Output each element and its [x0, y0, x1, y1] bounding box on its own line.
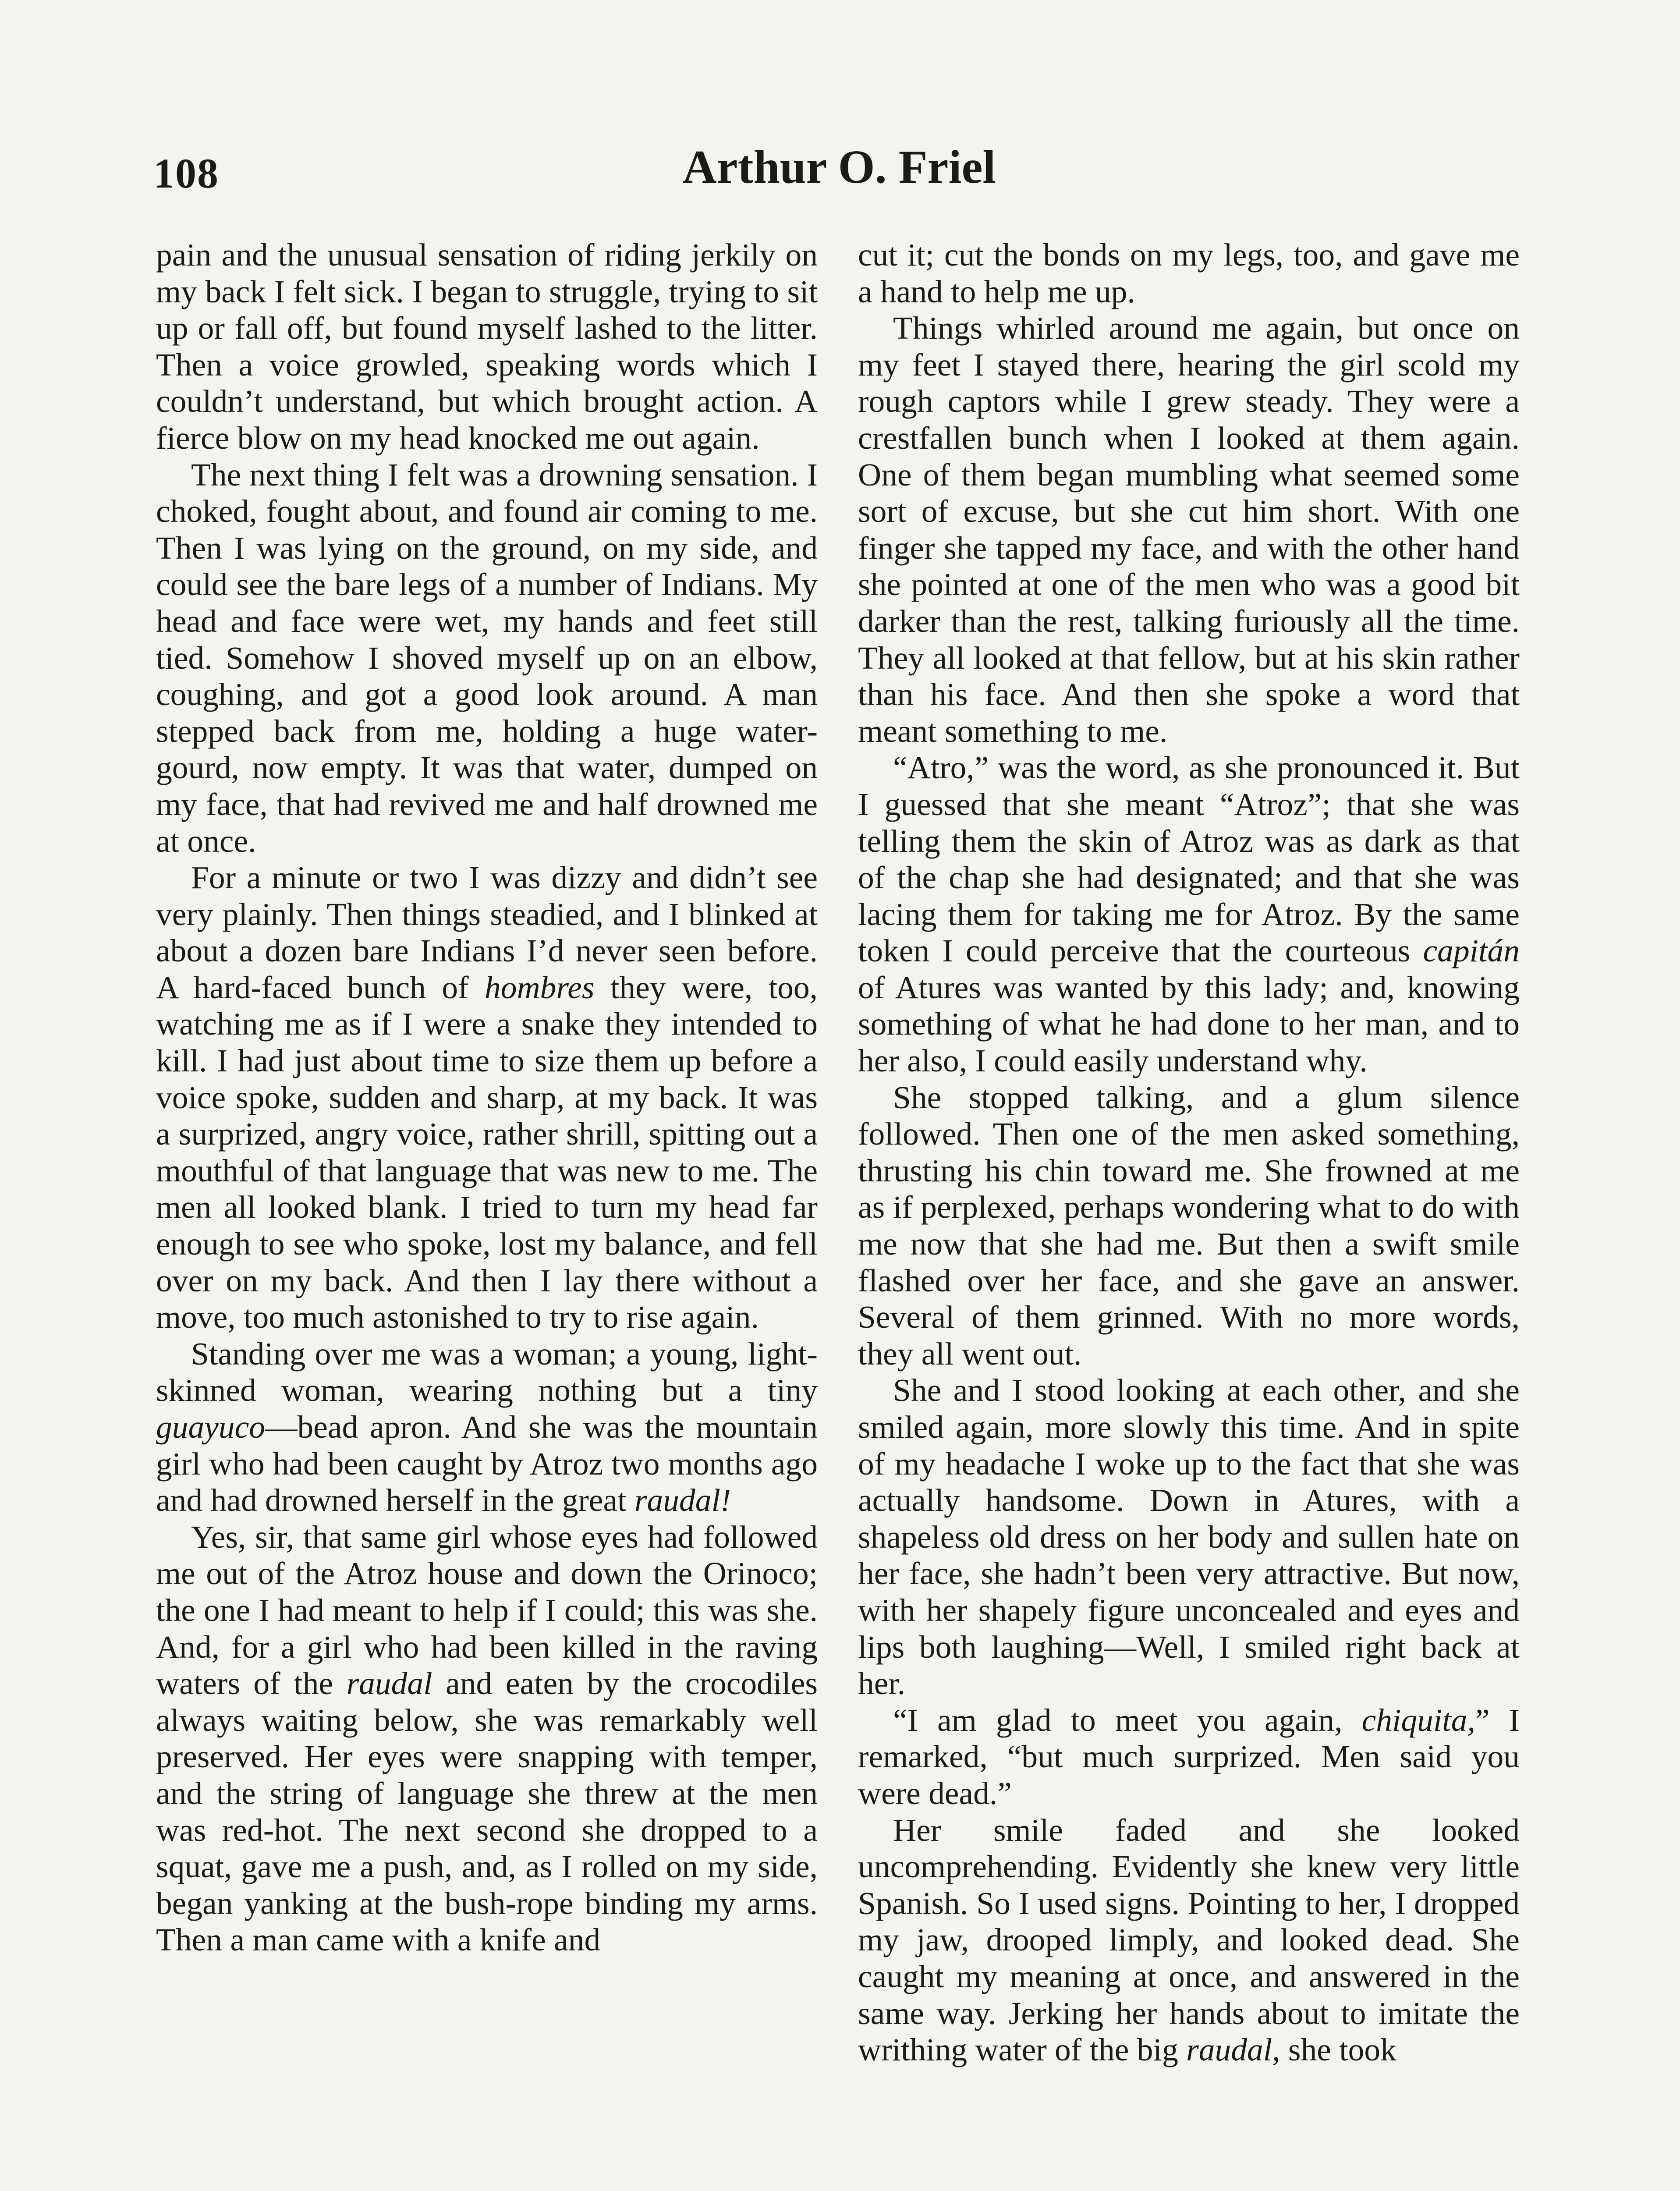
paragraph: “I am glad to meet you again, chiquita,” I remarked, “but much surprized. Men said you were dead.” [858, 1702, 1520, 1811]
paragraph: Her smile faded and she looked uncomprehending. Evidently she knew very little Spanish. So I used signs. Pointing to her, I dropped my jaw, drooped limply, and looked dead. She caught my meaning at once, and answered in the same way. Jerking her hands about to imitate the writhing water of the big raudal, she took [858, 1812, 1520, 2068]
paragraph: Things whirled around me again, but once on my feet I stayed there, hearing the girl scold my rough captors while I grew steady. They were a crestfallen bunch when I looked at them again. One of them began mumbling what seemed some sort of excuse, but she cut him short. With one finger she tapped my face, and with the other hand she pointed at one of the men who was a good bit darker than the rest, talking furiously all the time. They all looked at that fellow, but at his skin rather than his face. And then she spoke a word that meant something to me. [858, 310, 1520, 749]
paragraph: Yes, sir, that same girl whose eyes had followed me out of the Atroz house and down the Orinoco; the one I had meant to help if I could; this was she. And, for a girl who had been killed in the raving waters of the raudal and eaten by the crocodiles always waiting below, she was remarkably well preserved. Her eyes were snapping with temper, and the string of language she threw at the men was red-hot. The next second she dropped to a squat, gave me a push, and, as I rolled on my side, began yanking at the bush-rope binding my arms. Then a man came with a knife and [156, 1519, 818, 1958]
running-head-author: Arthur O. Friel [682, 141, 996, 193]
left-column [156, 237, 818, 1958]
paragraph: “Atro,” was the word, as she pronounced it. But I guessed that she meant “Atroz”; that she was telling them the skin of Atroz was as dark as that of the chap she had designated; and that she was lacing them for taking me for Atroz. By the same token I could perceive that the courteous capitán of Atures was wanted by this lady; and, knowing something of what he had done to her man, and to her also, I could easily understand why. [858, 750, 1520, 1079]
italic-phrase: guayuco [156, 1409, 265, 1445]
paragraph: The next thing I felt was a drowning sensation. I choked, fought about, and found air coming to me. Then I was lying on the ground, on my side, and could see the bare legs of a number of Indians. My head and face were wet, my hands and feet still tied. Somehow I shoved myself up on an elbow, coughing, and got a good look around. A man stepped back from me, holding a huge water-gourd, now empty. It was that water, dumped on my face, that had revived me and half drowned me at once. [156, 457, 818, 859]
italic-phrase: chiquita, [1361, 1702, 1475, 1738]
paragraph: pain and the unusual sensation of riding jerkily on my back I felt sick. I began to struggle, trying to sit up or fall off, but found myself lashed to the litter. Then a voice growled, speaking words which I couldn’t understand, but which brought action. A fierce blow on my head knocked me out again. [156, 237, 818, 456]
italic-phrase: raudal! [634, 1482, 731, 1518]
italic-phrase: raudal [1186, 2032, 1272, 2068]
page-number: 108 [153, 150, 219, 197]
right-column [858, 237, 1520, 2068]
paragraph: Standing over me was a woman; a young, light-skinned woman, wearing nothing but a tiny guayuco—bead apron. And she was the mountain girl who had been caught by Atroz two months ago and had drowned herself in the great raudal! [156, 1336, 818, 1518]
paragraph: cut it; cut the bonds on my legs, too, and gave me a hand to help me up. [858, 237, 1520, 309]
paragraph: For a minute or two I was dizzy and didn’t see very plainly. Then things steadied, and I blinked at about a dozen bare Indians I’d never seen before. A hard-faced bunch of hombres they were, too, watching me as if I were a snake they intended to kill. I had just about time to size them up before a voice spoke, sudden and sharp, at my back. It was a surprized, angry voice, rather shrill, spitting out a mouthful of that language that was new to me. The men all looked blank. I tried to turn my head far enough to see who spoke, lost my balance, and fell over on my back. And then I lay there without a move, too much astonished to try to rise again. [156, 860, 818, 1335]
italic-phrase: capitán [1423, 933, 1520, 969]
paragraph: She and I stood looking at each other, and she smiled again, more slowly this time. And in spite of my headache I woke up to the fact that she was actually handsome. Down in Atures, with a shapeless old dress on her body and sullen hate on her face, she hadn’t been very attractive. But now, with her shapely figure unconcealed and eyes and lips both laughing—Well, I smiled right back at her. [858, 1372, 1520, 1702]
italic-phrase: raudal [346, 1666, 432, 1702]
italic-phrase: hombres [485, 969, 595, 1005]
paragraph: She stopped talking, and a glum silence followed. Then one of the men asked something, thrusting his chin toward me. She frowned at me as if perplexed, perhaps wondering what to do with me now that she had me. But then a swift smile flashed over her face, and she gave an answer. Several of them grinned. With no more words, they all went out. [858, 1079, 1520, 1372]
page-header [153, 140, 1525, 219]
